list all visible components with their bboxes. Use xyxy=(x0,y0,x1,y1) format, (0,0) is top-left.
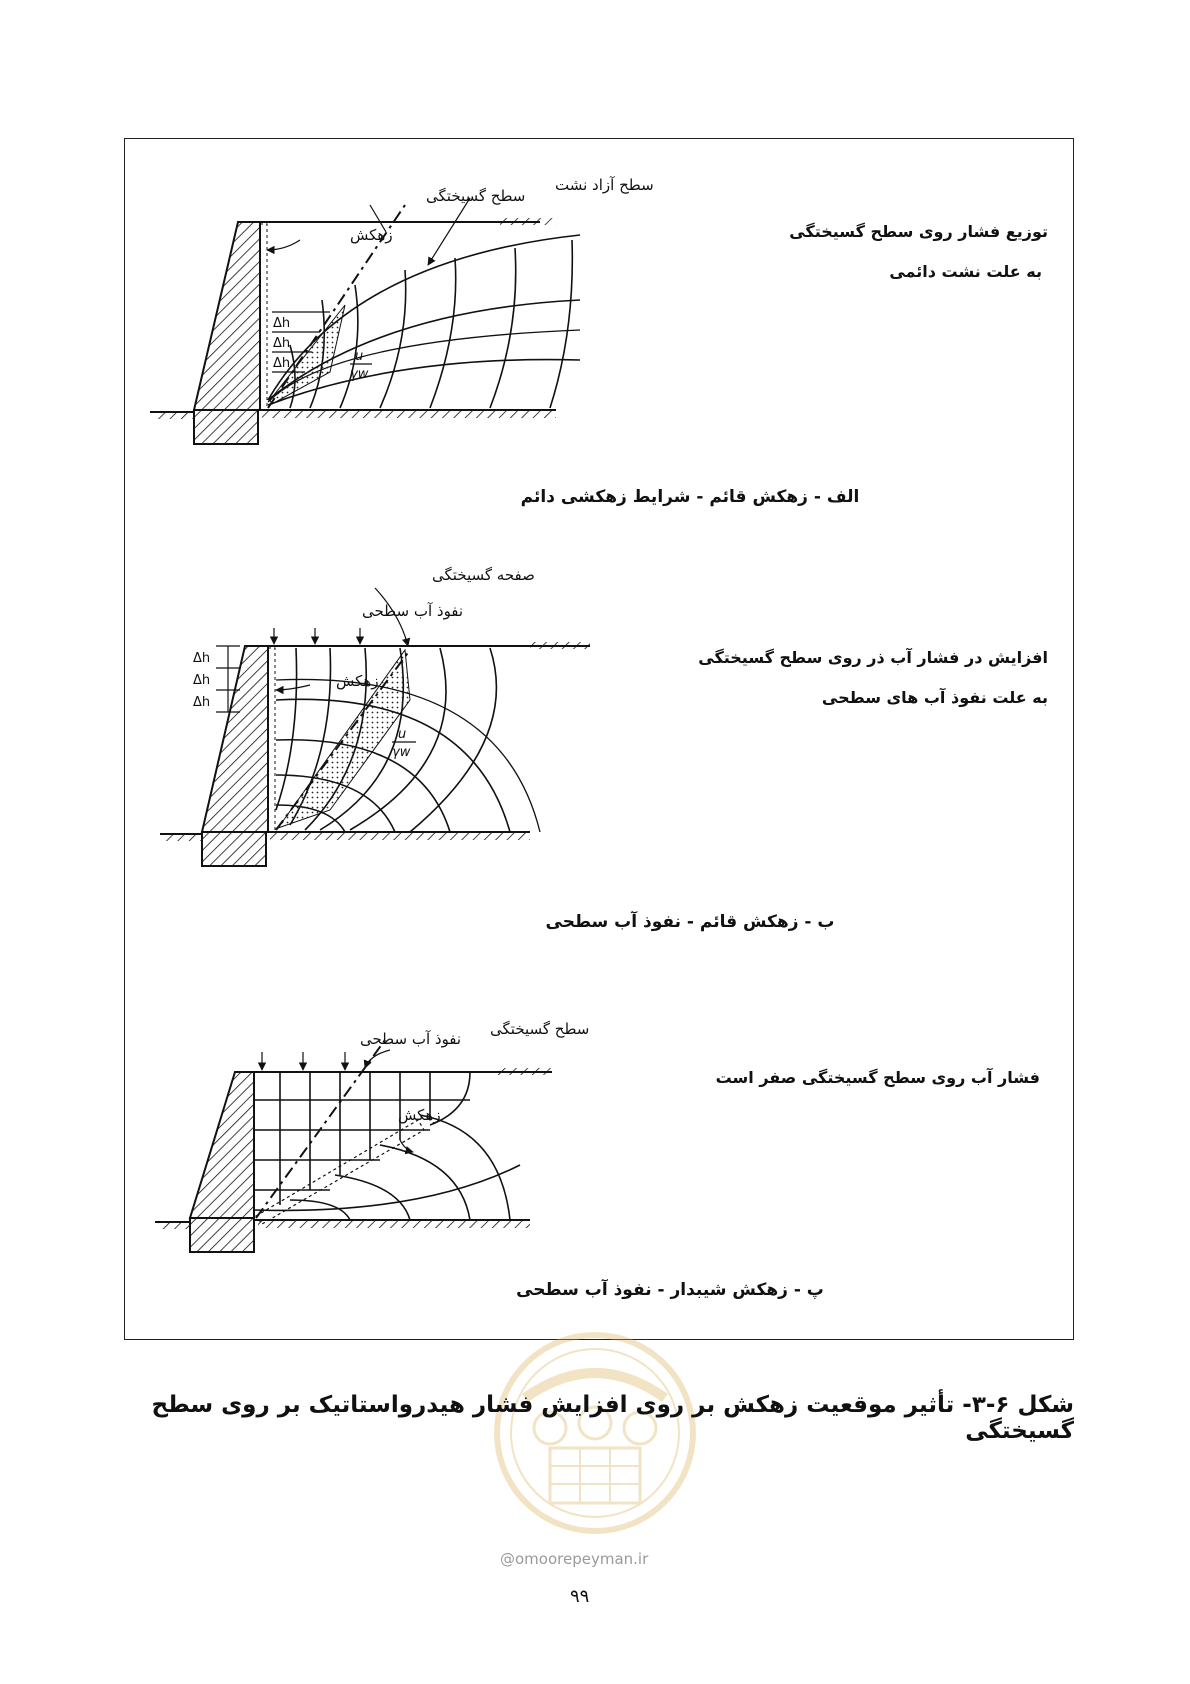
wall-footing-a xyxy=(194,410,258,444)
ratio-denominator: γw xyxy=(392,745,411,760)
flow-net-a xyxy=(268,235,580,408)
note-c xyxy=(660,1058,1040,1098)
ratio-numerator: u xyxy=(355,349,364,364)
label-surface-infiltration: نفوذ آب سطحی xyxy=(360,1030,462,1048)
label-failure-surface: سطح گسیختگی xyxy=(426,187,526,205)
note-b-line-2: به علت نفوذ آب های سطحی xyxy=(821,688,1048,707)
label-failure-plane: صفحه گسیختگی xyxy=(432,566,535,584)
flow-net-c xyxy=(254,1072,520,1220)
label-drain: زهکش xyxy=(398,1106,441,1124)
delta-h-label: Δh xyxy=(273,336,291,351)
delta-h-label: Δh xyxy=(193,695,211,710)
retaining-wall-b xyxy=(202,646,268,832)
figure-a xyxy=(150,176,654,444)
delta-h-label: Δh xyxy=(273,356,291,371)
delta-h-label: Δh xyxy=(273,316,291,331)
caption-a: الف - زهکش قائم - شرایط زهکشی دائم xyxy=(520,487,860,507)
page-number: ۹۹ xyxy=(570,1586,590,1607)
figure-title: شکل ۶-۳- تأثیر موقعیت زهکش بر روی افزایش فشار هیدرواستاتیک بر روی سطح گسیختگی xyxy=(151,1392,1074,1444)
label-drain: زهکش xyxy=(336,672,379,690)
wall-footing-b xyxy=(202,832,266,866)
note-a-line-2: به علت نشت دائمی xyxy=(889,262,1042,281)
watermark-site: @omoorepeyman.ir xyxy=(500,1550,649,1568)
note-c-line-1: فشار آب روی سطح گسیختگی صفر است xyxy=(715,1068,1040,1087)
delta-h-label: Δh xyxy=(193,673,211,688)
ratio-numerator: u xyxy=(398,727,407,742)
note-a xyxy=(668,212,1048,292)
label-drain: زهکش xyxy=(350,226,393,244)
label-failure-surface: سطح گسیختگی xyxy=(490,1020,590,1038)
note-b xyxy=(668,638,1048,718)
label-seepage-surface: سطح آزاد نشت xyxy=(555,176,654,194)
retaining-wall-c xyxy=(190,1072,254,1218)
figure-c xyxy=(155,1020,589,1252)
caption-c: پ - زهکش شیبدار - نفوذ آب سطحی xyxy=(516,1280,824,1300)
figure-b xyxy=(160,566,590,866)
wall-footing-c xyxy=(190,1218,254,1252)
ratio-denominator: γw xyxy=(350,367,369,382)
drain-b xyxy=(268,648,275,832)
caption-b: ب - زهکش قائم - نفوذ آب سطحی xyxy=(545,912,835,932)
label-surface-infiltration: نفوذ آب سطحی xyxy=(362,602,464,620)
drain-a xyxy=(260,224,267,410)
note-a-line-1: توزیع فشار روی سطح گسیختگی xyxy=(789,222,1048,241)
retaining-wall-a xyxy=(194,222,260,410)
delta-h-label: Δh xyxy=(193,651,211,666)
note-b-line-1: افزایش در فشار آب ذر روی سطح گسیختگی xyxy=(698,648,1048,667)
